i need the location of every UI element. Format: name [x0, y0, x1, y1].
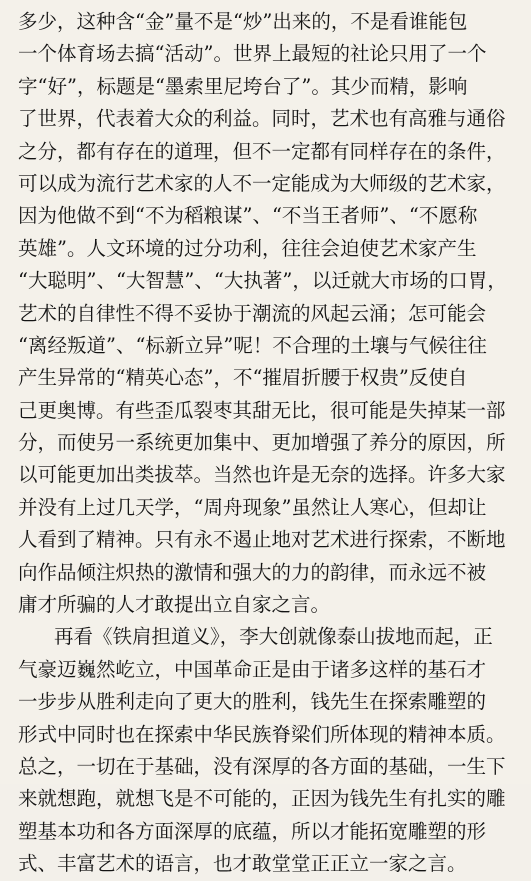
text-line: 人看到了精神。只有永不遏止地对艺术进行探索，不断地 [18, 528, 506, 552]
text-line: 一步步从胜利走向了更大的胜利，钱先生在探索雕塑的 [18, 690, 487, 714]
text-line: 式、丰富艺术的语言，也才敢堂堂正正立一家之言。 [18, 852, 467, 876]
text-line: 之分，都有存在的道理，但不一定都有同样存在的条件， [18, 139, 506, 163]
text-line: 分，而使另一系统更加集中、更加增强了养分的原因，所 [18, 431, 506, 455]
text-line: 来就想跑，就想飞是不可能的，正因为钱先生有扎实的雕 [18, 787, 506, 811]
text-line: 塑基本功和各方面深厚的底蕴，所以才能拓宽雕塑的形 [18, 819, 487, 843]
text-line: 多少，这种含“金”量不是“炒”出来的，不是看谁能包 [18, 10, 468, 33]
article-body [18, 6, 518, 881]
text-line: 了世界，代表着大众的利益。同时，艺术也有高雅与通俗 [18, 107, 506, 131]
text-line: 气豪迈巍然屹立，中国革命正是由于诸多这样的基石才 [18, 657, 487, 681]
text-line: 一个体育场去搞“活动”。世界上最短的社论只用了一个 [18, 42, 487, 66]
text-line: 可以成为流行艺术家的人不一定能成为大师级的艺术家， [18, 171, 506, 195]
text-line: 己更奥博。有些歪瓜裂枣其甜无比，很可能是失掉某一部 [18, 398, 506, 422]
text-line: 以可能更加出类拔萃。当然也许是无奈的选择。许多大家 [18, 463, 506, 487]
text-line: 产生异常的“精英心态”，不“摧眉折腰于权贵”反使自 [18, 366, 468, 390]
text-line: 英雄”。人文环境的过分功利，往往会迫使艺术家产生 [18, 236, 477, 260]
text-line: 总之，一切在于基础，没有深厚的各方面的基础，一生下 [18, 754, 506, 778]
text-line: 艺术的自律性不得不妥协于潮流的风起云涌；怎可能会 [18, 301, 487, 325]
text-line: 向作品倾注炽热的激情和强大的力的韵律，而永远不被 [18, 560, 487, 584]
text-line: 字“好”，标题是“墨索里尼垮台了”。其少而精，影响 [18, 74, 468, 98]
text-line: “大聪明”、“大智慧”、“大执著”，以迁就大市场的口胃， [18, 269, 507, 293]
text-line: 庸才所骗的人才敢提出立自家之言。 [18, 593, 331, 617]
text-line: 因为他做不到“不为稻粮谋”、“不当王者师”、“不愿称 [18, 204, 478, 228]
text-line: “离经叛道”、“标新立异”呢！不合理的土壤与气候往往 [18, 333, 487, 357]
text-line: 形式中同时也在探索中华民族脊梁们所体现的精神本质。 [18, 722, 506, 746]
paragraph-start-line: 再看《铁肩担道义》，李大创就像泰山拔地而起，正 [54, 625, 493, 649]
text-line: 并没有上过几天学，“周舟现象”虽然让人寒心，但却让 [18, 495, 487, 519]
